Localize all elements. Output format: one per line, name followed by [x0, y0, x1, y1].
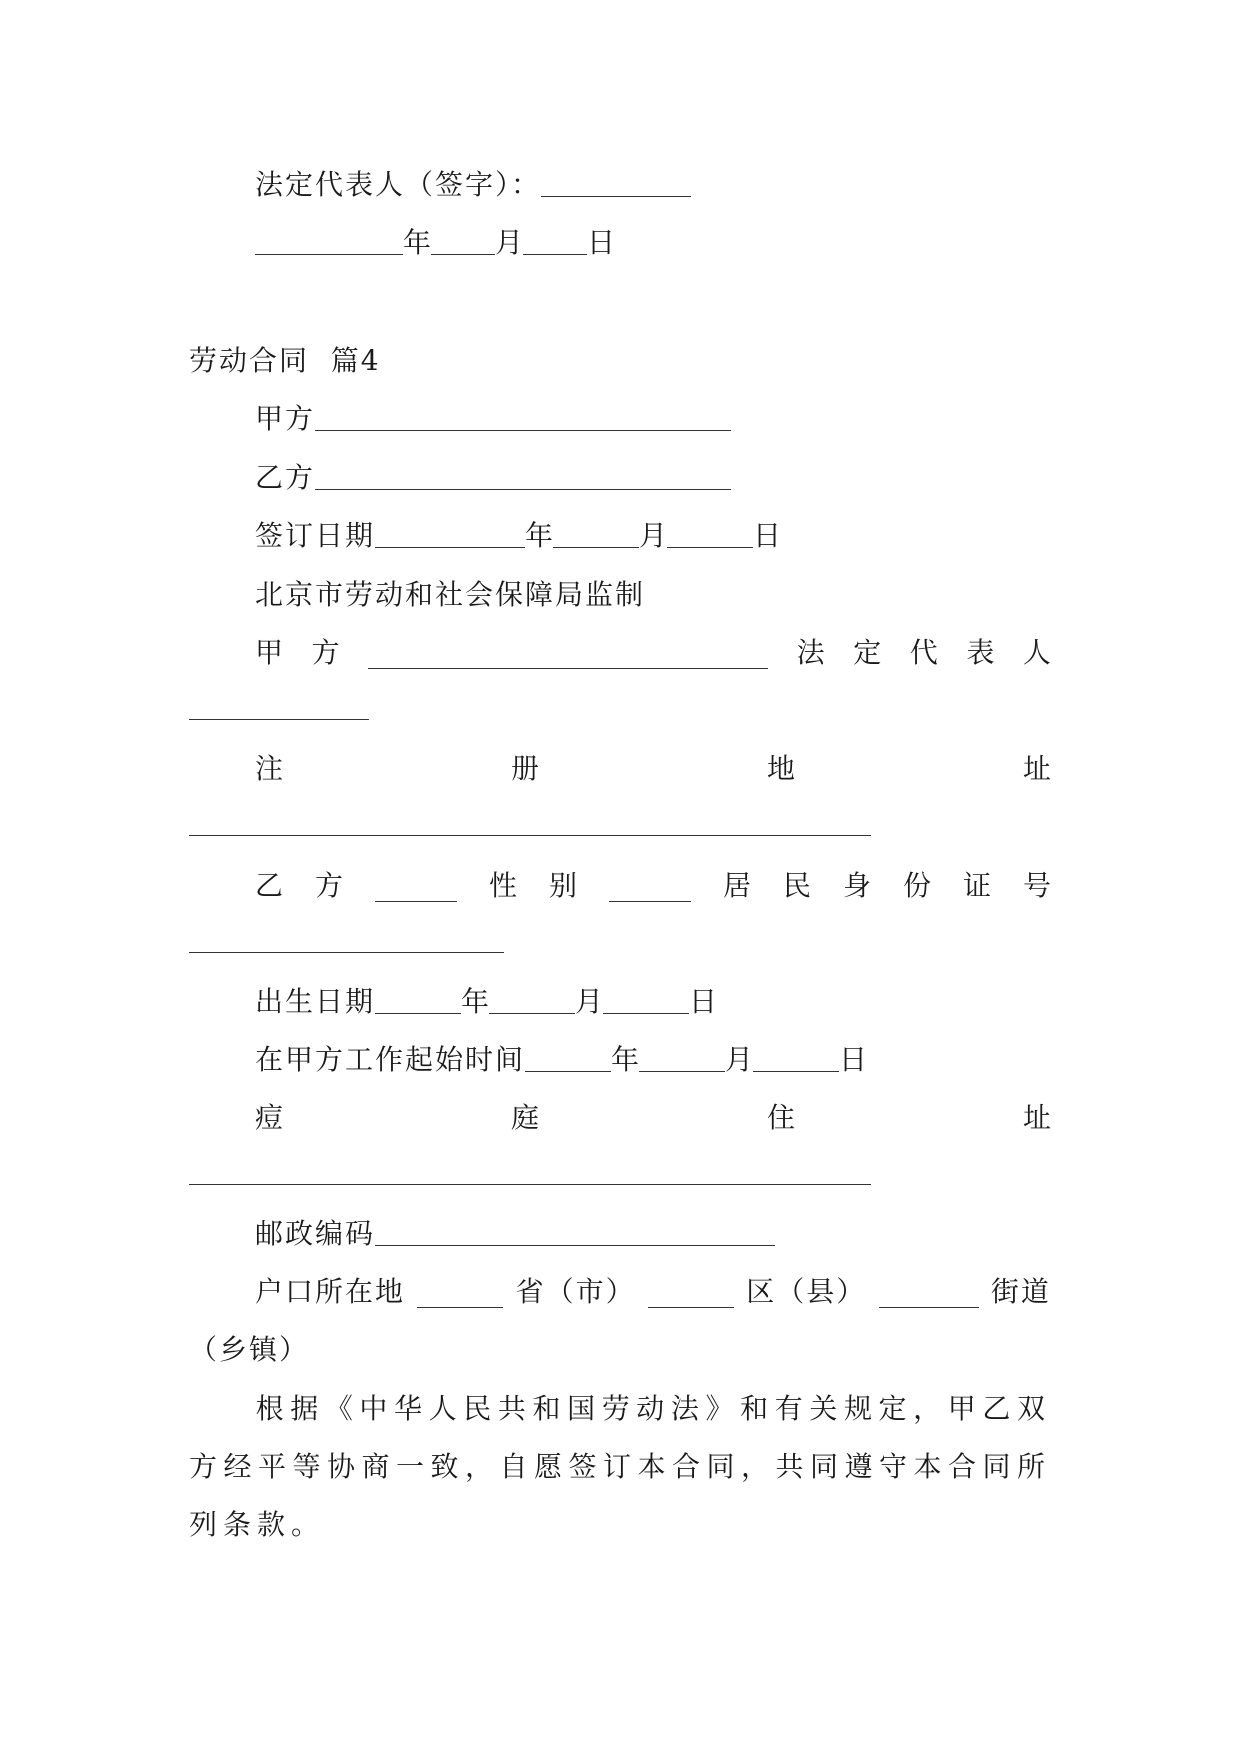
- start-time-label: 在甲方工作起始时间: [255, 1043, 526, 1076]
- year-blank: [255, 224, 403, 255]
- legal-rep-blank: [189, 719, 369, 720]
- month-label: 月: [495, 226, 524, 259]
- party-a-form-blank: [368, 638, 768, 669]
- start-month-blank: [639, 1041, 725, 1072]
- gender-char: 别: [548, 869, 577, 902]
- birth-day-label: 日: [689, 985, 718, 1018]
- start-day-label: 日: [839, 1043, 868, 1076]
- year-label: 年: [403, 226, 432, 259]
- day-blank: [523, 224, 587, 255]
- party-a-label: 甲方: [255, 402, 316, 435]
- start-month-label: 月: [725, 1043, 754, 1076]
- birth-date-label: 出生日期: [255, 985, 376, 1018]
- birth-day-blank: [603, 983, 689, 1014]
- party-b-name-blank: [375, 871, 457, 902]
- party-a-char: 方: [311, 636, 340, 669]
- start-time-line: [255, 1031, 1051, 1089]
- sign-year-label: 年: [525, 519, 554, 552]
- birth-month-label: 月: [575, 985, 604, 1018]
- id-char: 号: [1022, 869, 1051, 902]
- birth-date-line: [255, 973, 1051, 1031]
- sign-month-label: 月: [639, 519, 668, 552]
- sign-date-label: 签订日期: [255, 519, 376, 552]
- gender-char: 性: [488, 869, 517, 902]
- district-label: 区（县）: [746, 1275, 867, 1308]
- sign-month-blank: [553, 517, 639, 548]
- legal-rep-char: 人: [1022, 636, 1051, 669]
- id-char: 份: [902, 869, 931, 902]
- home-address-char: 住: [766, 1101, 795, 1134]
- section-title: 劳动合同 篇4: [189, 344, 381, 377]
- province-blank: [417, 1277, 503, 1308]
- party-b-blank: [315, 459, 731, 490]
- sign-date-line: [255, 507, 1051, 565]
- id-char: 居: [722, 869, 751, 902]
- birth-year-blank: [375, 983, 461, 1014]
- month-blank: [431, 224, 495, 255]
- party-a-char: 甲: [255, 636, 284, 669]
- sign-day-blank: [667, 517, 753, 548]
- party-b-cover-line: [255, 449, 1051, 507]
- start-year-blank: [525, 1041, 611, 1072]
- party-a-form-line: [255, 624, 1051, 682]
- id-char: 民: [782, 869, 811, 902]
- street-label: 街道: [990, 1275, 1051, 1308]
- reg-address-char: 地: [766, 752, 795, 785]
- party-b-char: 乙: [255, 869, 284, 902]
- signature-blank: [541, 166, 691, 197]
- gender-blank: [609, 871, 691, 902]
- signature-date-line: [255, 214, 1051, 272]
- body-text: 根据《中华人民共和国劳动法》和有关规定，甲乙双方经平等协商一致，自愿签订本合同，共同遵守本合同所列条款。: [189, 1392, 1051, 1541]
- legal-rep-char: 法: [796, 636, 825, 669]
- reg-address-blank: [189, 835, 871, 836]
- birth-month-blank: [489, 983, 575, 1014]
- legal-rep-label: 法定代表人（签字）：: [255, 168, 542, 201]
- home-address-blank: [189, 1184, 871, 1185]
- legal-rep-char: 定: [853, 636, 882, 669]
- reg-address-char: 址: [1022, 752, 1051, 785]
- province-label: 省（市）: [515, 1275, 636, 1308]
- id-char: 身: [842, 869, 871, 902]
- supervisor-line: 北京市劳动和社会保障局监制: [255, 578, 646, 611]
- party-a-cover-line: [255, 390, 1051, 448]
- party-b-label: 乙方: [255, 461, 316, 494]
- postcode-label: 邮政编码: [255, 1217, 376, 1250]
- party-b-form-line: [255, 857, 1051, 915]
- reg-address-char: 册: [510, 752, 539, 785]
- start-year-label: 年: [611, 1043, 640, 1076]
- district-blank: [648, 1277, 734, 1308]
- home-address-char: 址: [1022, 1101, 1051, 1134]
- home-address-char: 庭: [510, 1101, 539, 1134]
- start-day-blank: [753, 1041, 839, 1072]
- legal-rep-char: 代: [909, 636, 938, 669]
- id-char: 证: [962, 869, 991, 902]
- home-address-line: [255, 1089, 1051, 1147]
- body-paragraph: [189, 1380, 1051, 1554]
- home-address-char: 痘: [255, 1101, 284, 1134]
- postcode-line: [255, 1205, 1051, 1263]
- postcode-blank: [375, 1215, 775, 1246]
- id-number-blank: [189, 952, 504, 953]
- sign-year-blank: [375, 517, 525, 548]
- reg-address-line: [255, 740, 1051, 798]
- sign-day-label: 日: [753, 519, 782, 552]
- township-label: （乡镇）: [189, 1333, 310, 1366]
- party-b-char: 方: [315, 869, 344, 902]
- legal-rep-char: 表: [966, 636, 995, 669]
- birth-year-label: 年: [461, 985, 490, 1018]
- hukou-line: [255, 1263, 1051, 1321]
- street-blank: [879, 1277, 979, 1308]
- party-a-blank: [315, 400, 731, 431]
- legal-rep-signature-line: [255, 156, 1051, 214]
- day-label: 日: [587, 226, 616, 259]
- reg-address-char: 注: [255, 752, 284, 785]
- hukou-label: 户口所在地: [255, 1275, 406, 1308]
